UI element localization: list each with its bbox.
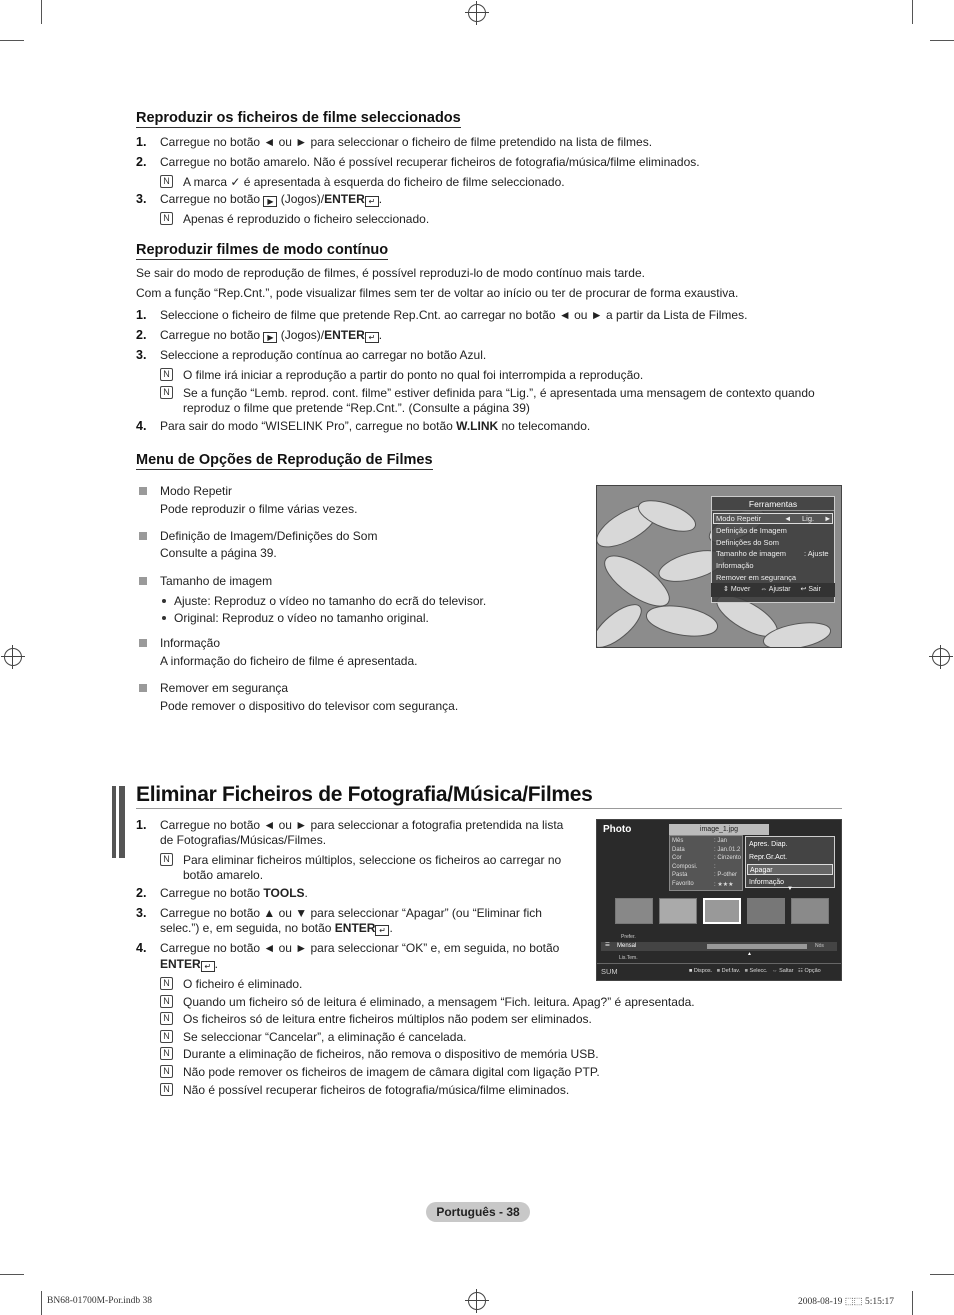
bullet-icon [162,599,166,603]
enter-icon: ↵ [365,196,379,207]
note-text: A marca ✓ é apresentada à esquerda do ficheiro de filme seleccionado. [183,175,565,189]
option-name: Tamanho de imagem [160,574,273,588]
note-text: reproduz o filme que pretende “Rep.Cnt.”. (Consulte a página 39) [183,401,530,415]
crop-mark [912,0,913,24]
footer-label: Sair [808,586,821,593]
section-heading: Reproduzir filmes de modo contínuo [136,242,389,258]
crop-mark [41,1291,42,1315]
gray-button-icon: ■ [716,968,721,974]
menu-footer [711,583,835,597]
left-arrow-icon: ◄ [784,514,792,523]
note-icon: N [160,386,173,399]
square-bullet-icon [139,684,147,692]
square-bullet-icon [139,487,147,495]
section-heading: Reproduzir os ficheiros de filme seleccionados [136,110,461,126]
divider [597,963,842,964]
option-name: Modo Repetir [160,484,233,498]
menu-item[interactable]: Definição de Imagem [716,526,787,535]
step-text-part: Carregue no botão [160,886,261,900]
note-icon: N [160,1030,173,1043]
enter-icon: ↵ [375,925,389,936]
step-text: Carregue no botão amarelo. Não é possível recuperar ficheiros de fotografia/música/filme eliminados. [160,155,700,169]
step-number: 3. [136,192,147,206]
enter-key-label: ENTER [324,328,365,342]
step-text: Carregue no botão ▲ ou ▼ para seleccionar “Apagar” (ou “Eliminar fich [160,906,542,920]
registration-mark-icon [468,1292,486,1310]
wlink-key-label: W.LINK [456,419,499,433]
gray-button-icon: ■ [689,968,693,974]
file-name: image_1.jpg [669,824,769,835]
step-text: selec.”) e, em seguida, no botão ENTER ↵ . [160,921,393,935]
context-menu [745,836,835,888]
page-section-title: Eliminar Ficheiros de Fotografia/Música/Filmes [136,783,593,806]
step-text-part: selec.”) e, em seguida, no botão [160,921,332,935]
note-text: Não é possível recuperar ficheiros de fotografia/música/filme eliminados. [183,1082,570,1097]
option-desc: A informação do ficheiro de filme é apresentada. [160,654,418,668]
step-text: de Fotografias/Músicas/Filmes. [160,833,327,847]
crop-mark [930,1274,954,1275]
menu-value: : Ajuste [804,549,829,558]
note-icon: N [160,175,173,188]
step-number: 1. [136,135,147,149]
note-text: Quando um ficheiro só de leitura é eliminado, a mensagem “Fich. leitura. Apag?” é apresentada. [183,994,695,1009]
step-text: Seleccione o ficheiro de filme que pretende Rep.Cnt. ao carregar no botão ◄ ou ► a partir da Lista de Filmes. [160,308,748,322]
btn-label: Def.fav. [721,968,741,974]
paragraph: Se sair do modo de reprodução de filmes, é possível reproduzi-lo de modo contínuo mais tarde. [136,266,645,280]
step-text: ENTER ↵ . [160,957,219,971]
step-number: 2. [136,886,147,900]
tab-label-active[interactable]: Mensal [617,943,637,949]
step-number: 1. [136,818,147,832]
note-text: O filme irá iniciar a reprodução a partir do ponto no qual foi interrompida a reprodução. [183,368,644,382]
return-icon: ↩ [800,586,807,593]
note-icon: N [160,212,173,225]
menu-item[interactable]: Modo Repetir [716,514,762,523]
enter-key-label: ENTER [160,957,201,971]
screen-title: Photo [603,824,632,835]
option-desc: Pode remover o dispositivo do televisor com segurança. [160,699,459,713]
paragraph: Com a função “Rep.Cnt.”, pode visualizar filmes sem ter de voltar ao início ou ter de procurar de forma exaustiva. [136,286,739,300]
note-icon: N [160,368,173,381]
photo-thumbnail[interactable] [615,898,653,924]
tools-menu-screenshot [596,485,842,648]
step-text: Carregue no botão ◄ ou ► para seleccionar o ficheiro de filme pretendido na lista de filmes. [160,135,653,149]
menu-value: Lig. [802,514,815,523]
step-number: 1. [136,308,147,322]
info-value: : P-other [714,872,738,879]
info-key: Composi. [672,863,698,870]
right-arrow-icon: ► [824,514,832,523]
step-text: Carregue no botão ▶ (Jogos)/ENTER ↵ . [160,192,383,206]
info-value: : Jan [714,838,728,844]
skip-icon: ⇔ [772,968,778,974]
option-desc: Ajuste: Reproduz o vídeo no tamanho do ecrã do televisor. [174,594,487,608]
context-menu-item[interactable]: Apres. Diap. [749,841,788,848]
crop-mark [0,1274,24,1275]
info-key: Data [672,846,685,853]
button-bar [689,968,821,974]
note-text: Se a função “Lemb. reprod. cont. filme” estiver definida para “Lig.”, é apresentada uma mensagem de contexto quando [183,386,815,400]
photo-thumbnail-selected[interactable] [703,898,741,924]
info-value: : [714,863,716,870]
note-icon: N [160,1083,173,1096]
note-icon: N [160,995,173,1008]
step-text: Carregue no botão ◄ ou ► para seleccionar a fotografia pretendida na lista [160,818,564,832]
btn-label: Saltar [779,968,794,974]
tools-icon: ☷ [798,968,803,974]
section-heading: Menu de Opções de Reprodução de Filmes [136,452,433,468]
menu-item[interactable]: Definições do Som [716,538,779,547]
option-desc: Consulte a página 39. [160,546,277,560]
info-value: : Jan.01.2 [714,846,741,853]
option-name: Remover em segurança [160,681,289,695]
tab-label[interactable]: Lis.Tem. [619,955,638,961]
step-text-part: (Jogos)/ [280,192,325,206]
footer-label: Mover [730,586,751,593]
next-label: Nós [815,943,824,949]
enter-key-label: ENTER [324,192,365,206]
device-label: SUM [601,967,618,976]
timeline-track[interactable] [707,944,807,949]
note-icon: N [160,1065,173,1078]
photo-delete-screenshot [596,819,842,981]
step-text: Carregue no botão TOOLS. [160,886,308,900]
crop-mark [930,40,954,41]
tab-label[interactable]: Prefer. [621,934,636,940]
crop-mark [41,0,42,24]
print-file-info: BN68-01700M-Por.indb 38 [47,1296,153,1306]
note-text: botão amarelo. [183,868,264,882]
note-text: Apenas é reproduzido o ficheiro seleccionado. [183,212,430,226]
info-key: Favorito [672,881,694,887]
note-icon: N [160,1047,173,1060]
registration-mark-icon [4,648,22,666]
step-number: 4. [136,419,147,433]
menu-item[interactable]: Remover em segurança [716,573,797,582]
enter-key-label: ENTER [334,921,376,935]
menu-item[interactable]: Tamanho de imagem [716,549,787,558]
down-arrow-icon: ▼ [787,886,793,892]
print-date-info: 2008-08-19 ⬚⬚ 5:15:17 [798,1297,895,1307]
play-button-icon: ▶ [263,332,277,343]
step-number: 3. [136,906,147,920]
square-bullet-icon [139,577,147,585]
info-key: Mês [672,838,684,844]
menu-title: Ferramentas [712,497,834,511]
btn-label: Dispos. [693,968,713,974]
step-text: Carregue no botão ▶ (Jogos)/ENTER ↵ . [160,328,383,342]
square-bullet-icon [139,639,147,647]
bullet-icon [162,616,166,620]
enter-icon: ↵ [365,332,379,343]
note-text: Se seleccionar “Cancelar”, a eliminação é cancelada. [183,1029,467,1044]
step-text-part: no telecomando. [501,419,591,433]
photo-thumbnail[interactable] [747,898,785,924]
note-text: Para eliminar ficheiros múltiplos, seleccione os ficheiros ao carregar no [183,853,562,867]
step-number: 4. [136,941,147,955]
step-text: Seleccione a reprodução contínua ao carregar no botão Azul. [160,348,487,362]
option-desc: Original: Reproduz o vídeo no tamanho original. [174,611,429,625]
registration-mark-icon [468,4,486,22]
crop-mark [0,40,24,41]
section-marker-bar [119,786,125,858]
note-text: Os ficheiros só de leitura entre ficheiros múltiplos não podem ser eliminados. [183,1012,592,1027]
context-menu-item[interactable]: Informação [749,878,785,886]
tools-key-label: TOOLS [263,886,305,900]
note-text: Não pode remover os ficheiros de imagem de câmara digital com ligação PTP. [183,1065,600,1079]
photo-thumbnail[interactable] [659,898,697,924]
note-text: Durante a eliminação de ficheiros, não remova o dispositivo de memória USB. [183,1047,599,1062]
enter-icon: ↵ [201,961,215,972]
step-number: 3. [136,348,147,362]
step-text-part: (Jogos)/ [280,328,325,342]
footer-label: Ajustar [768,586,791,593]
step-text-part: Carregue no botão [160,192,261,206]
step-number: 2. [136,328,147,342]
step-text-part: Carregue no botão [160,328,261,342]
step-number: 2. [136,155,147,169]
step-text: Carregue no botão ◄ ou ► para seleccionar “OK” e, em seguida, no botão [160,941,560,955]
registration-mark-icon [932,648,950,666]
crop-mark [912,1291,913,1315]
menu-lines-icon: ☰ [605,942,610,948]
page-number-badge: Português - 38 [426,1202,530,1222]
gray-button-icon: ■ [744,968,748,974]
updown-icon: ⇕ [723,586,729,593]
info-value: : ★★★ [714,882,734,888]
info-value: : Cinzento [714,855,742,862]
leftright-icon: ⇔ [760,586,768,593]
option-name: Definição de Imagem/Definições do Som [160,529,378,543]
step-text [160,419,590,433]
btn-label: Selecc. [749,968,768,974]
context-menu-item[interactable]: Repr.Gr.Act. [749,853,788,861]
step-text-part: Para sair do modo “WISELINK Pro”, carregue no botão [160,419,453,433]
btn-label: Opção [804,968,821,974]
square-bullet-icon [139,532,147,540]
note-icon: N [160,1012,173,1025]
menu-item[interactable]: Informação [716,561,754,570]
context-menu-item-selected[interactable]: Apagar [747,864,833,875]
option-desc: Pode reproduzir o filme várias vezes. [160,502,358,516]
note-text: O ficheiro é eliminado. [183,977,303,991]
title-rule [136,808,842,809]
info-key: Cor [672,855,682,862]
info-key: Pasta [672,872,688,879]
photo-thumbnail[interactable] [791,898,829,924]
note-icon: N [160,853,173,866]
up-arrow-icon: ▲ [747,951,752,957]
play-button-icon: ▶ [263,196,277,207]
section-marker-bar [112,786,116,858]
info-panel [669,835,743,891]
option-name: Informação [160,636,221,650]
note-icon: N [160,977,173,990]
